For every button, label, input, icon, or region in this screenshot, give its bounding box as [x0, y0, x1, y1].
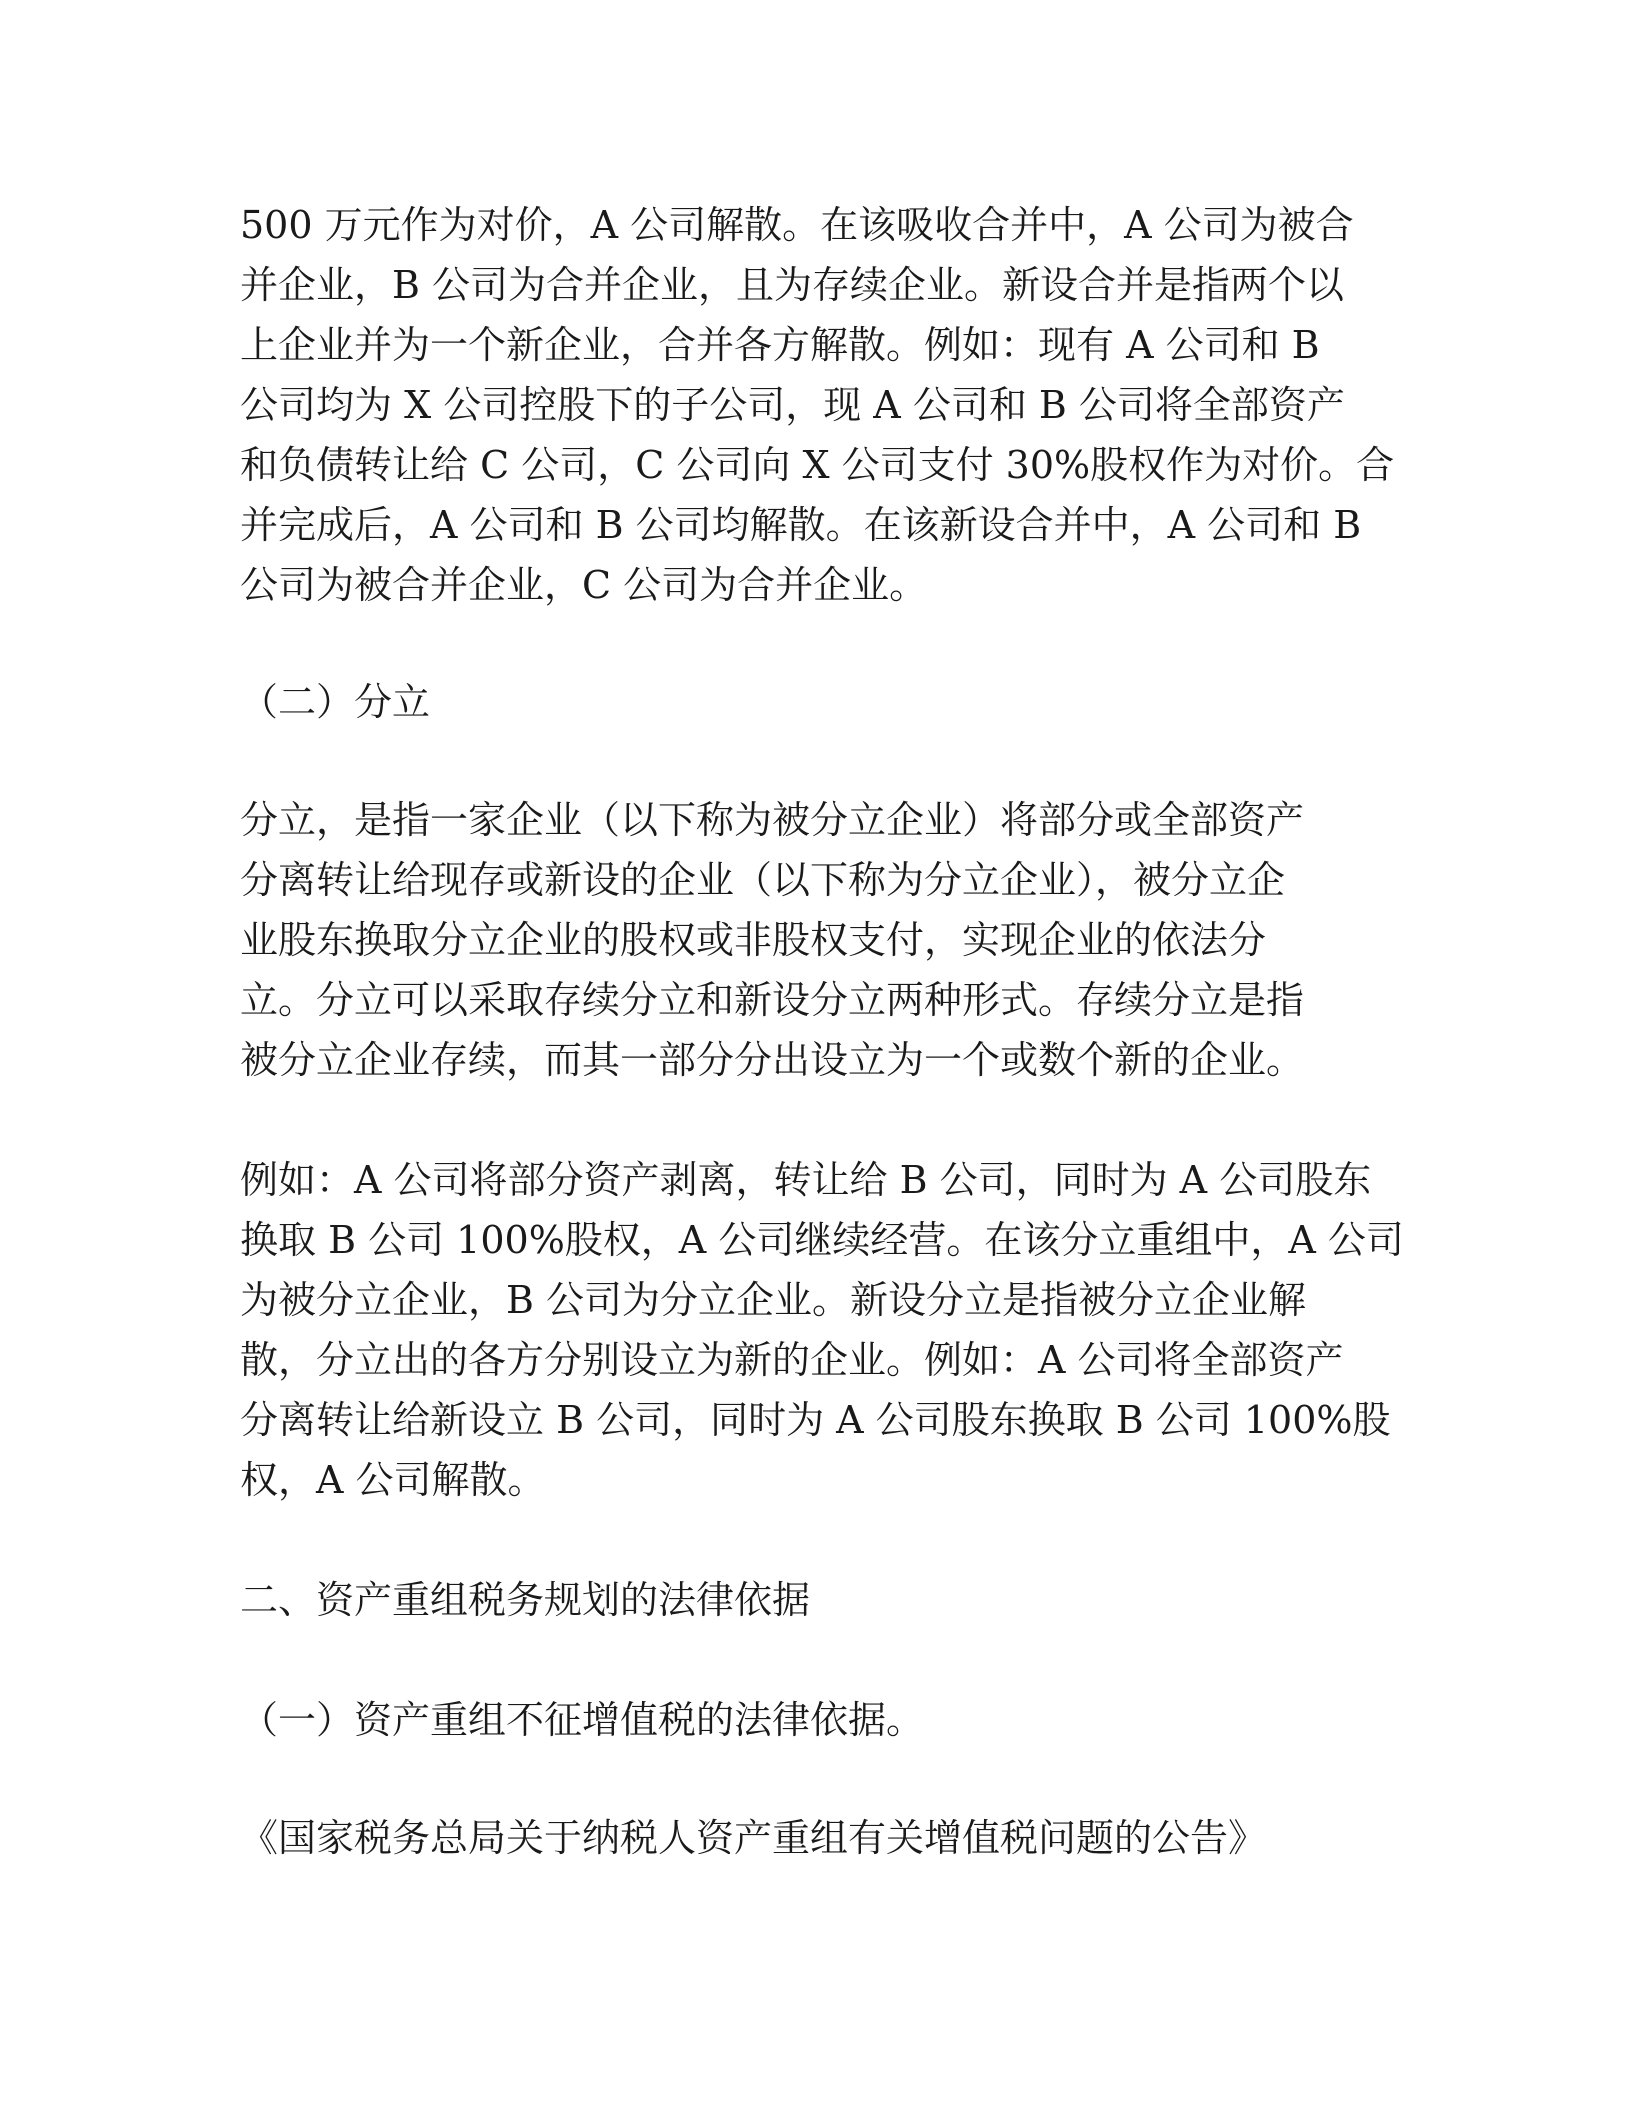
text-line: 公司均为 X 公司控股下的子公司，现 A 公司和 B 公司将全部资产	[240, 383, 1345, 427]
text-line: 公司为被合并企业，C 公司为合并企业。	[240, 563, 928, 607]
text-line: 例如：A 公司将部分资产剥离，转让给 B 公司，同时为 A 公司股东	[240, 1158, 1372, 1202]
text-line: 为被分立企业，B 公司为分立企业。新设分立是指被分立企业解	[240, 1278, 1307, 1322]
section-heading-split: （二）分立	[240, 680, 431, 724]
text-line: 500 万元作为对价，A 公司解散。在该吸收合并中，A 公司为被合	[240, 203, 1354, 247]
text-line: 被分立企业存续，而其一部分分出设立为一个或数个新的企业。	[240, 1038, 1305, 1082]
text-line: 分离转让给新设立 B 公司，同时为 A 公司股东换取 B 公司 100%股	[240, 1398, 1391, 1442]
text-line: 立。分立可以采取存续分立和新设分立两种形式。存续分立是指	[240, 978, 1305, 1022]
subsection-heading-vat: （一）资产重组不征增值税的法律依据。	[240, 1698, 925, 1742]
text-line: 换取 B 公司 100%股权，A 公司继续经营。在该分立重组中，A 公司	[240, 1218, 1404, 1262]
text-line: 业股东换取分立企业的股权或非股权支付，实现企业的依法分	[240, 918, 1267, 962]
paragraph-announcement-title: 《国家税务总局关于纳税人资产重组有关增值税问题的公告》	[240, 1816, 1267, 1860]
text-line: 上企业并为一个新企业，合并各方解散。例如：现有 A 公司和 B	[240, 323, 1320, 367]
paragraph-merger-examples	[240, 195, 1395, 615]
text-line: 权，A 公司解散。	[240, 1458, 546, 1502]
paragraph-split-examples	[240, 1150, 1404, 1510]
text-line: 分离转让给现存或新设的企业（以下称为分立企业），被分立企	[240, 858, 1286, 902]
text-line: 散，分立出的各方分别设立为新的企业。例如：A 公司将全部资产	[240, 1338, 1344, 1382]
section-heading-legal-basis: 二、资产重组税务规划的法律依据	[240, 1578, 811, 1622]
text-line: 并企业，B 公司为合并企业，且为存续企业。新设合并是指两个以	[240, 263, 1345, 307]
text-line: 并完成后，A 公司和 B 公司均解散。在该新设合并中，A 公司和 B	[240, 503, 1362, 547]
text-line: 分立，是指一家企业（以下称为被分立企业）将部分或全部资产	[240, 798, 1305, 842]
text-line: 和负债转让给 C 公司，C 公司向 X 公司支付 30%股权作为对价。合	[240, 443, 1395, 487]
paragraph-split-definition	[240, 790, 1380, 1090]
